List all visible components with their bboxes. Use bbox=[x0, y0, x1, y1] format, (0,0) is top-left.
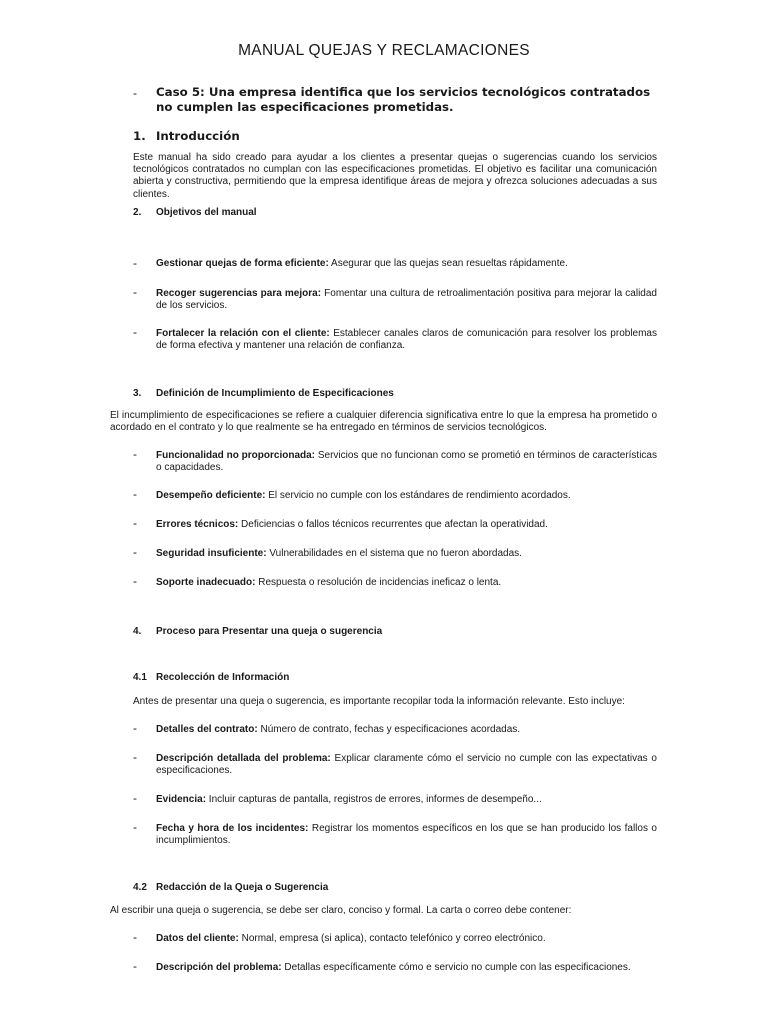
list-bullet: - bbox=[133, 325, 137, 339]
list-bullet: - bbox=[133, 285, 137, 299]
item-label: Evidencia: bbox=[156, 794, 207, 805]
item-text: Vulnerabilidades en el sistema que no fueron abordadas. bbox=[266, 548, 522, 559]
list-bullet: - bbox=[133, 574, 137, 588]
list-item bbox=[156, 724, 657, 736]
list-bullet: - bbox=[133, 820, 137, 834]
item-text: Detallas específicamente cómo e servicio no cumple con las especificaciones. bbox=[281, 962, 631, 973]
item-text: Establecer canales claros de comunicación para resolver los problemas de forma efectiva y mantener una relación de confianza. bbox=[156, 328, 657, 352]
list-item bbox=[156, 450, 657, 474]
item-text: Explicar claramente cómo el servicio no cumple con las expectativas o especificaciones. bbox=[156, 753, 657, 777]
list-bullet: - bbox=[133, 447, 137, 461]
list-item bbox=[156, 490, 657, 502]
section-4-1-number: 4.1 bbox=[133, 672, 147, 683]
item-label: Soporte inadecuado: bbox=[156, 577, 256, 588]
section-1-body: Este manual ha sido creado para ayudar a los clientes a presentar quejas o sugerencias cuando los servicios tecnológicos contratados no cumplan con las especificaciones prometidas. El objetivo es facilitar una comunicación abierta y constructiva, permitiendo que la empresa identifique áreas de mejora y ofrezca soluciones adecuadas a sus clientes. bbox=[133, 152, 657, 200]
item-label: Funcionalidad no proporcionada: bbox=[156, 450, 316, 461]
list-item bbox=[156, 288, 657, 312]
item-text: Fomentar una cultura de retroalimentación positiva para mejorar la calidad de los servicios. bbox=[156, 288, 657, 312]
item-label: Descripción del problema: bbox=[156, 962, 282, 973]
item-text: Incluir capturas de pantalla, registros de errores, informes de desempeño... bbox=[206, 794, 542, 805]
list-item bbox=[156, 328, 657, 352]
list-bullet: - bbox=[133, 959, 137, 973]
item-text: Registrar los momentos específicos en los que se han producido los fallos o incumplimientos. bbox=[156, 823, 657, 847]
section-4-number: 4. bbox=[133, 626, 142, 637]
section-3-body: El incumplimiento de especificaciones se refiere a cualquier diferencia significativa entre lo que la empresa ha prometido o acordado en el contrato y lo que realmente se ha entregado en términos de servicios tecnológicos. bbox=[110, 410, 657, 434]
list-bullet: - bbox=[133, 721, 137, 735]
item-text: Servicios que no funcionan como se prometió en términos de características o capacidades. bbox=[156, 450, 657, 474]
item-label: Errores técnicos: bbox=[156, 519, 239, 530]
item-label: Descripción detallada del problema: bbox=[156, 753, 331, 764]
list-bullet: - bbox=[133, 487, 137, 501]
list-item bbox=[156, 962, 657, 974]
item-text: Deficiencias o fallos técnicos recurrentes que afectan la operatividad. bbox=[238, 519, 548, 530]
list-item bbox=[156, 519, 657, 531]
section-4-2-intro: Al escribir una queja o sugerencia, se debe ser claro, conciso y formal. La carta o correo debe contener: bbox=[110, 905, 572, 916]
item-label: Fecha y hora de los incidentes: bbox=[156, 823, 309, 834]
item-text: Normal, empresa (si aplica), contacto telefónico y correo electrónico. bbox=[238, 933, 546, 944]
item-text: Número de contrato, fechas y especificaciones acordadas. bbox=[257, 724, 521, 735]
section-2-heading: Objetivos del manual bbox=[156, 207, 257, 218]
list-bullet: - bbox=[133, 516, 137, 530]
list-bullet: - bbox=[133, 750, 137, 764]
case-heading: Caso 5: Una empresa identifica que los servicios tecnológicos contratados no cumplen las especificaciones prometidas. bbox=[156, 85, 651, 114]
list-item bbox=[156, 577, 657, 589]
section-4-1-intro: Antes de presentar una queja o sugerencia, es importante recopilar toda la información relevante. Esto incluye: bbox=[133, 696, 625, 707]
section-4-2-number: 4.2 bbox=[133, 882, 147, 893]
list-bullet: - bbox=[133, 545, 137, 559]
item-label: Detalles del contrato: bbox=[156, 724, 258, 735]
section-4-2-heading: Redacción de la Queja o Sugerencia bbox=[156, 882, 329, 893]
list-bullet: - bbox=[133, 791, 137, 805]
list-item bbox=[156, 548, 657, 560]
item-label: Datos del cliente: bbox=[156, 933, 239, 944]
list-item bbox=[156, 258, 657, 270]
item-text: Asegurar que las quejas sean resueltas rápidamente. bbox=[328, 258, 568, 269]
item-text: El servicio no cumple con los estándares de rendimiento acordados. bbox=[265, 490, 571, 501]
list-bullet: - bbox=[133, 930, 137, 944]
item-label: Seguridad insuficiente: bbox=[156, 548, 267, 559]
section-3-number: 3. bbox=[133, 388, 142, 399]
list-item bbox=[156, 753, 657, 777]
section-4-1-heading: Recolección de Información bbox=[156, 672, 290, 683]
list-bullet: - bbox=[133, 256, 137, 270]
list-item bbox=[156, 823, 657, 847]
item-label: Desempeño deficiente: bbox=[156, 490, 266, 501]
section-4-heading: Proceso para Presentar una queja o sugerencia bbox=[156, 626, 383, 637]
case-bullet: - bbox=[133, 86, 137, 100]
list-item bbox=[156, 794, 657, 806]
section-1-number: 1. bbox=[133, 129, 146, 143]
item-text: Respuesta o resolución de incidencias ineficaz o lenta. bbox=[255, 577, 502, 588]
item-label: Recoger sugerencias para mejora: bbox=[156, 288, 322, 299]
item-label: Gestionar quejas de forma eficiente: bbox=[156, 258, 329, 269]
section-3-heading: Definición de Incumplimiento de Especificaciones bbox=[156, 388, 394, 399]
section-1-heading: Introducción bbox=[156, 129, 240, 143]
document-title: MANUAL QUEJAS Y RECLAMACIONES bbox=[238, 42, 530, 59]
item-label: Fortalecer la relación con el cliente: bbox=[156, 328, 330, 339]
list-item bbox=[156, 933, 657, 945]
section-2-number: 2. bbox=[133, 207, 142, 218]
